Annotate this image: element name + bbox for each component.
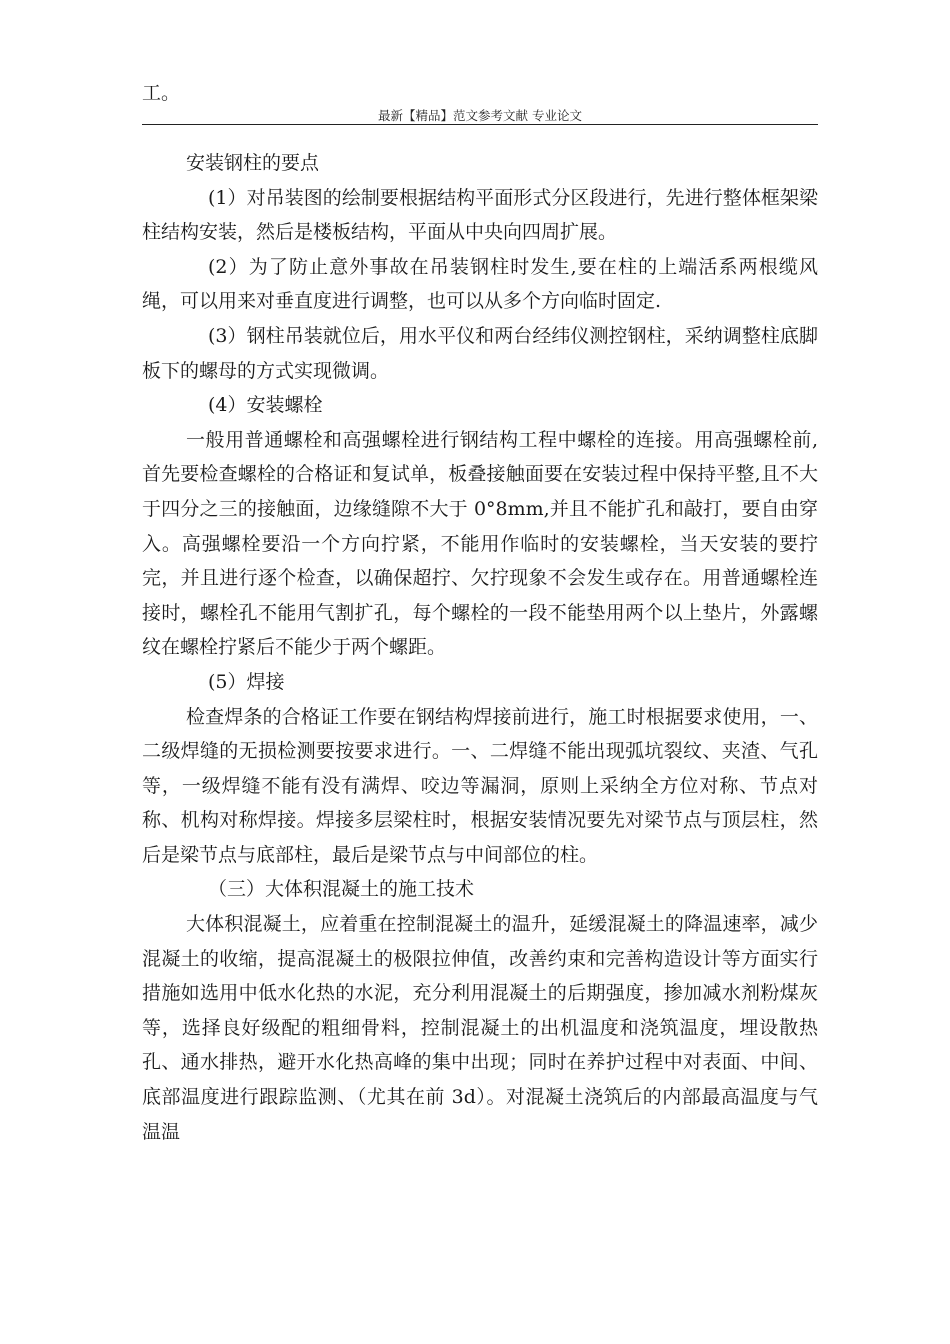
steel-column-heading: 安装钢柱的要点 [186,152,320,174]
carryover-text: 工。 [142,82,181,104]
section-3-heading: （三）大体积混凝土的施工技术 [208,878,475,901]
running-header: 最新【精品】范文参考文献 专业论文 [378,108,582,123]
point-2-paragraph: (2）为了防止意外事故在吊装钢柱时发生,要在柱的上端活系两根缆风绳，可以用来对垂直度进行调整，也可以从多个方向临时固定. [142,255,818,313]
point-5-heading: (5）焊接 [208,670,285,693]
point-1-paragraph: (1）对吊装图的绘制要根据结构平面形式分区段进行，先进行整体框架梁柱结构安装，然后是楼板结构，平面从中央向四周扩展。 [142,186,818,244]
body-text [142,146,818,1149]
welding-paragraph: 检查焊条的合格证工作要在钢结构焊接前进行，施工时根据要求使用，一、二级焊缝的无损检测要按要求进行。一、二焊缝不能出现弧坑裂纹、夹渣、气孔等，一级焊缝不能有没有满焊、咬边等漏洞，原则上采纳全方位对称、节点对称、机构对称焊接。焊接多层梁柱时，根据安装情况要先对梁节点与顶层柱，然后是梁节点与底部柱，最后是梁节点与中间部位的柱。 [142,705,818,866]
point-4-heading: (4）安装螺栓 [208,394,323,417]
concrete-paragraph: 大体积混凝土，应着重在控制混凝土的温升，延缓混凝土的降温速率，减少混凝土的收缩，提高混凝土的极限拉伸值，改善约束和完善构造设计等方面实行措施如选用中低水化热的水泥，充分利用混凝土的后期强度，掺加减水剂粉煤灰等，选择良好级配的粗细骨料，控制混凝土的出机温度和浇筑温度，埋设散热孔、通水排热，避开水化热高峰的集中出现；同时在养护过程中对表面、中间、底部温度进行跟踪监测、（尤其在前 3d）。对混凝土浇筑后的内部最高温度与气温温 [142,913,818,1143]
header-rule [142,124,818,125]
bolt-paragraph: 一般用普通螺栓和高强螺栓进行钢结构工程中螺栓的连接。用高强螺栓前,首先要检查螺栓的合格证和复试单，板叠接触面要在安装过程中保持平整,且不大于四分之三的接触面，边缘缝隙不大于 0°8mm,并且不能扩孔和敲打，要自由穿入。高强螺栓要沿一个方向拧紧，不能用作临时的安装螺栓，当天安装的要拧完，并且进行逐个检查，以确保超拧、欠拧现象不会发生或存在。用普通螺栓连接时，螺栓孔不能用气割扩孔，每个螺栓的一段不能垫用两个以上垫片，外露螺纹在螺栓拧紧后不能少于两个螺距。 [142,428,818,659]
point-3-paragraph: (3）钢柱吊装就位后，用水平仪和两台经纬仪测控钢柱，采纳调整柱底脚板下的螺母的方式实现微调。 [142,324,818,382]
